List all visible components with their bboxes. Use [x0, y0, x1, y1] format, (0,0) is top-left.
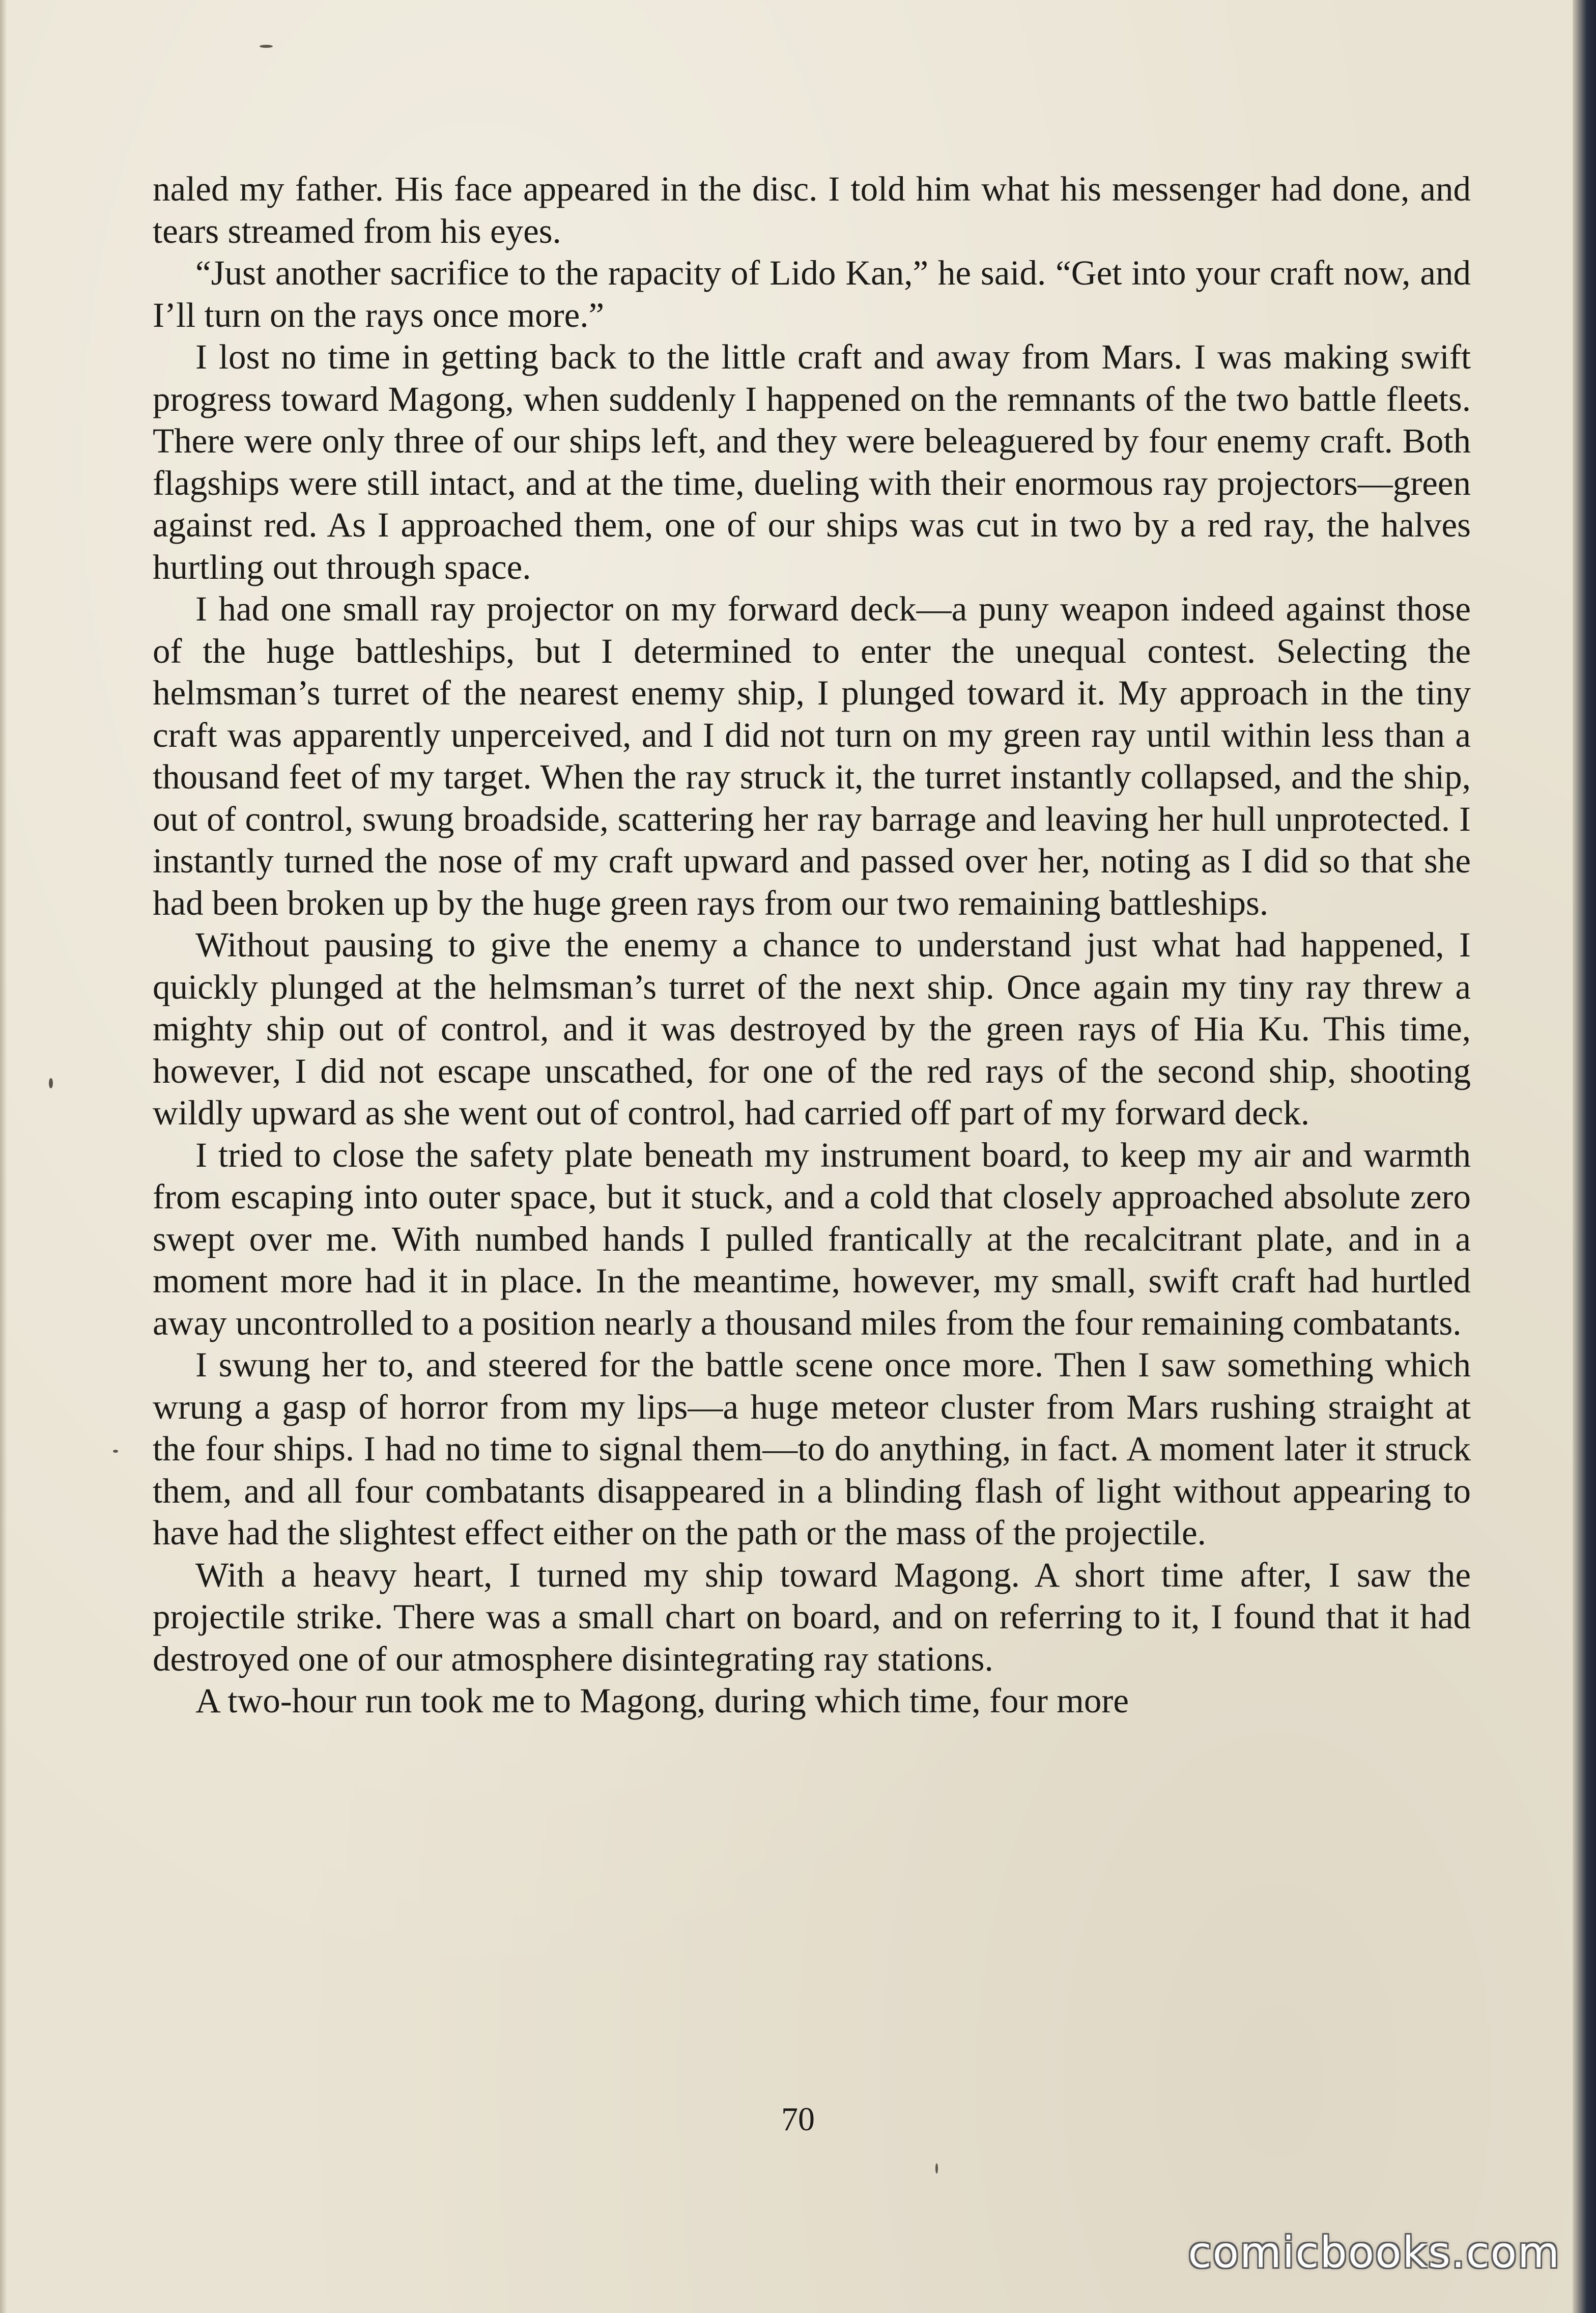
page-number: 70	[781, 2101, 815, 2138]
paragraph: I lost no time in getting back to the little craft and away from Mars. I was making swift progress toward Magong, when suddenly I happened on the remnants of the two battle fleets. There were only three of our ships left, and they were beleaguered by four enemy craft. Both flagships were still intact, and at the time, dueling with their enormous ray projectors—green against red. As I approached them, one of our ships was cut in two by a red ray, the halves hurtling out through space.	[153, 337, 1471, 586]
paragraph: naled my father. His face appeared in the disc. I told him what his messenger had done, and tears streamed from his eyes.	[153, 170, 1471, 250]
paper-speck	[260, 45, 273, 48]
page-right-edge	[1573, 0, 1596, 2313]
paragraph: I had one small ray projector on my forward deck—a puny weapon indeed against those of the huge battleships, but I determined to enter the unequal contest. Selecting the helmsman’s turret of the nearest enemy ship, I plunged toward it. My approach in the tiny craft was apparently unperceived, and I did not turn on my green ray until within less than a thousand feet of my target. When the ray struck it, the turret instantly collapsed, and the ship, out of control, swung broadside, scattering her ray barrage and leaving her hull unprotected. I instantly turned the nose of my craft upward and passed over her, noting as I did so that she had been broken up by the huge green rays from our two remaining battleships.	[153, 589, 1471, 922]
page-left-edge	[0, 0, 7, 2313]
paragraph: I tried to close the safety plate beneath my instrument board, to keep my air and warmth from escaping into outer space, but it stuck, and a cold that closely approached absolute zero swept over me. With numbed hands I pulled frantically at the recalcitrant plate, and in a moment more had it in place. In the meantime, however, my small, swift craft had hurtled away uncontrolled to a position nearly a thousand miles from the four remaining combatants.	[153, 1135, 1471, 1342]
paper-speck	[49, 1078, 53, 1088]
paper-speck	[113, 1450, 118, 1453]
watermark-logo: comicbooks.com	[1188, 2227, 1560, 2277]
body-text	[153, 168, 1471, 1722]
paragraph: I swung her to, and steered for the battle scene once more. Then I saw something which wrung a gasp of horror from my lips—a huge meteor cluster from Mars rushing straight at the four ships. I had no time to signal them—to do anything, in fact. A moment later it struck them, and all four combatants disappeared in a blinding flash of light without appearing to have had the slightest effect either on the path or the mass of the projectile.	[153, 1345, 1471, 1552]
paragraph: “Just another sacrifice to the rapacity of Lido Kan,” he said. “Get into your craft now, and I’ll turn on the rays once more.”	[153, 253, 1471, 334]
paper-speck	[935, 2163, 938, 2174]
paragraph: Without pausing to give the enemy a chance to understand just what had happened, I quickly plunged at the helmsman’s turret of the next ship. Once again my tiny ray threw a mighty ship out of control, and it was destroyed by the green rays of Hia Ku. This time, however, I did not escape unscathed, for one of the red rays of the second ship, shooting wildly upward as she went out of control, had carried off part of my forward deck.	[153, 925, 1471, 1132]
paragraph: A two-hour run took me to Magong, during which time, four more	[195, 1681, 1129, 1720]
paragraph: With a heavy heart, I turned my ship toward Magong. A short time after, I saw the projectile strike. There was a small chart on board, and on referring to it, I found that it had destroyed one of our atmosphere disintegrating ray stations.	[153, 1555, 1471, 1678]
